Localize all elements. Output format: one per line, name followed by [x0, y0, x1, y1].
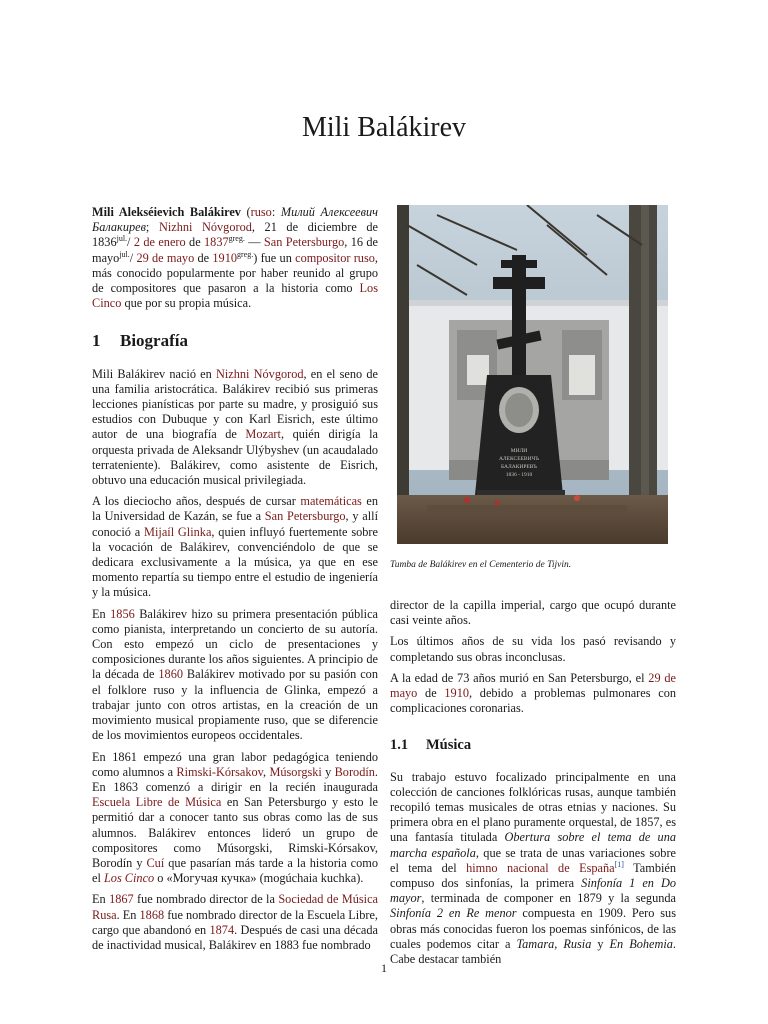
text: , — [554, 936, 564, 951]
text: , — [263, 764, 270, 779]
text: ; — [145, 220, 159, 235]
link-rimski[interactable]: Rimski-Kórsakov — [176, 764, 264, 779]
text: A los dieciocho años, después de cursar — [92, 494, 301, 509]
link-death-date[interactable]: 29 de mayo — [136, 250, 195, 265]
text: en la Universidad de Kazán, se fue a — [92, 494, 378, 524]
text: , debido a problemas pulmonares con complicaciones coronarias. — [390, 686, 676, 716]
text: de — [417, 686, 445, 701]
text: / — [129, 250, 137, 265]
bio-paragraph — [390, 671, 676, 717]
section-heading-musica — [390, 738, 676, 753]
link-mozart[interactable]: Mozart — [245, 427, 281, 442]
text: que pasarían más tarde a la historia como el — [92, 855, 378, 886]
inscription-line: 1836 - 1910 — [505, 472, 533, 478]
text: y — [591, 936, 610, 951]
jul-sup: jul. — [116, 234, 128, 244]
link-glinka[interactable]: Mijaíl Glinka — [144, 524, 212, 539]
link-1867[interactable]: 1867 — [109, 892, 134, 907]
text: , en el seno de una familia aristocrática. Balákirev recibió sus primeras lecciones pianísticas por parte su madre, y prosiguió sus estudios con Dubuque y con Karl Eisrich, este último autor de una biografía de — [92, 366, 378, 442]
text: Mili Balákirev nació en — [92, 366, 216, 381]
text: de — [185, 235, 205, 250]
figure-caption: Tumba de Balákirev en el Cementerio de Tijvin. — [390, 560, 572, 570]
link-1874[interactable]: 1874 — [209, 922, 235, 937]
link-ruso[interactable]: ruso — [250, 205, 272, 219]
page-title: Mili Balákirev — [301, 112, 467, 143]
text: . En 1863 comenzó a dirigir en la recién inaugurada — [92, 764, 378, 794]
page-number: 1 — [381, 961, 387, 975]
work-title: Tamara — [516, 936, 555, 951]
link-himno-nacional[interactable]: himno nacional de España — [466, 860, 615, 875]
link-29-de-mayo[interactable]: 29 de mayo — [390, 670, 676, 701]
text: en San Petersburgo y esto le permitió dar a conocer tanto sus obras como las de sus alumnos. Balákirev entonces lideró un grupo de compositores como Músorgski, Rimski-Kórsakov, Borodín y — [92, 795, 378, 870]
left-column — [92, 205, 378, 959]
text: A la edad de 73 años murió en San Petersburgo, el — [390, 670, 649, 685]
text: ( — [240, 205, 251, 219]
link-1860[interactable]: 1860 — [158, 667, 183, 682]
bio-paragraph — [92, 494, 378, 600]
work-title: Obertura sobre el tema de una marcha española — [390, 830, 677, 860]
text: de — [194, 250, 213, 265]
bio-paragraph — [92, 750, 378, 887]
link-borodin[interactable]: Borodín — [334, 764, 375, 779]
work-title: Sinfonía 1 en Do mayor — [390, 876, 676, 906]
greg-sup: greg. — [236, 249, 254, 259]
right-column — [390, 598, 676, 973]
text: , y allí conoció a — [92, 509, 378, 539]
inscription-line: АЛЕКСЕЕВИЧЪ — [498, 456, 540, 462]
work-title: Rusia — [563, 936, 592, 951]
section-number: 1.1 — [390, 737, 409, 754]
link-los-cinco[interactable]: Los Cinco — [92, 281, 378, 311]
link-1910[interactable]: 1910 — [444, 686, 469, 701]
link-los-cinco[interactable]: Los Cinco — [103, 871, 155, 886]
link-deathplace[interactable]: San Petersburgo — [263, 235, 345, 250]
intro-paragraph — [92, 205, 378, 311]
text: compuesta en 1909. Pero sus obras más conocidas fueron los poemas sinfónicos, de las cuales podemos citar a — [390, 906, 676, 951]
link-matematicas[interactable]: matemáticas — [300, 494, 362, 509]
text: — — [244, 235, 264, 250]
text: , 16 de mayo — [92, 235, 378, 265]
link-sociedad-musica-rusa[interactable]: Sociedad de Música Rusa — [92, 892, 379, 922]
text: ) fue un — [253, 250, 296, 265]
reference-link[interactable]: [1] — [614, 859, 624, 869]
text: que por su propia música. — [121, 296, 252, 311]
text: y — [321, 764, 335, 779]
section-title: Biografía — [120, 331, 188, 351]
section-number: 1 — [92, 331, 101, 351]
tomb-photo-illustration — [397, 205, 668, 544]
bio-paragraph — [92, 607, 378, 744]
text: Balákirev motivado por su pasión con el folklore ruso y la influencia de Glinka, empezó a trabajar junto con otros artistas, en la creación de un movimiento musical propiamente ruso, que se diferencie de los movimientos europeos occidentales. — [92, 667, 378, 743]
text: . En — [116, 907, 140, 922]
link-birth-year[interactable]: 1837 — [204, 235, 229, 250]
inscription-line: БАЛАКИРЕВЪ — [500, 464, 538, 470]
text: . Después de casi una década de inactividad musical, Balákirev en 1883 fue nombrado — [92, 922, 378, 952]
link-birthplace[interactable]: Nizhni Nóvgorod — [158, 220, 252, 235]
text: fue nombrado director de la Escuela Libre, cargo que abandonó en — [92, 907, 378, 937]
musica-paragraph — [390, 770, 676, 968]
text: . Cabe destacar también — [390, 936, 676, 967]
text: , 21 de diciembre de 1836 — [92, 220, 378, 250]
text: , quien influyó fuertemente sobre la vocación de Balákirev, convenciéndolo de que se dedicara exclusivamente a la música, ya que en ese momento repartía su tiempo entre el estudio de ingeniería y la música. — [92, 524, 378, 600]
work-title: En Bohemia — [609, 936, 673, 951]
text: En — [92, 606, 111, 621]
link-death-year[interactable]: 1910 — [212, 250, 237, 265]
link-compositor-ruso[interactable]: compositor ruso — [295, 250, 375, 265]
text: o «Могучая кучка» (mogúchaia kuchka). — [154, 871, 364, 886]
bio-paragraph — [92, 367, 378, 489]
link-birth-date[interactable]: 2 de enero — [133, 235, 186, 250]
link-1868[interactable]: 1868 — [139, 907, 165, 922]
text: / — [127, 235, 134, 250]
inscription-line: МИЛИ — [510, 448, 528, 454]
link-san-petersburgo[interactable]: San Petersburgo — [264, 509, 346, 524]
section-title: Música — [426, 737, 472, 754]
text: En 1861 empezó una gran labor pedagógica teniendo como alumnos a — [92, 749, 378, 779]
link-nizhni[interactable]: Nizhni Nóvgorod — [215, 366, 304, 381]
section-heading-biografia — [92, 331, 378, 351]
subject-name: Mili Alekséievich Balákirev — [92, 205, 241, 219]
text: , terminada de componer en 1879 y la segunda — [421, 891, 676, 906]
bio-paragraph: Los últimos años de su vida los pasó revisando y completando sus obras inconclusas. — [390, 634, 676, 664]
russian-name: Милий Алексеевич Балакирев — [92, 205, 378, 235]
bio-paragraph — [92, 892, 378, 953]
text: Balákirev hizo su primera presentación pública como pianista, interpretando un concierto de su autoría. Con esto empezó un ciclo de presentaciones y composiciones durante los años siguientes. A principio de la década de — [92, 606, 379, 682]
link-1856[interactable]: 1856 — [110, 606, 135, 621]
text: También compuso dos sinfonías, la primera — [390, 860, 676, 891]
link-cui[interactable]: Cuí — [146, 855, 165, 870]
text: En — [92, 892, 110, 907]
text: , que se trata de unas variaciones sobre el tema del — [390, 845, 676, 875]
text: , más conocido popularmente por haber reunido al grupo de compositores que pasaron a la historia como — [92, 250, 378, 296]
jul-sup: jul. — [119, 249, 130, 259]
link-musorgski[interactable]: Músorgski — [269, 764, 322, 779]
text: fue nombrado director de la — [133, 892, 279, 907]
text: Su trabajo estuvo focalizado principalmente en una colección de canciones folklóricas rusas, aunque también recopiló temas musicales de otras etnias y naciones. Su primera obra en el plano puramente orquestal, de 1857, es una fantasía titulada — [390, 769, 676, 845]
tomb-photo — [397, 205, 668, 544]
text: , quién dirigía la orquesta privada de Aleksandr Ulýbyshev (un acaudalado terrateniente). Balákirev, como asistente de Eisrich, obtuvo una educación musical privilegiada. — [92, 427, 378, 488]
work-title: Sinfonía 2 en Re menor — [390, 906, 517, 921]
text: : — [271, 205, 281, 219]
greg-sup: greg. — [228, 234, 245, 244]
bio-paragraph: director de la capilla imperial, cargo que ocupó durante casi veinte años. — [390, 598, 676, 628]
link-escuela-libre[interactable]: Escuela Libre de Música — [92, 795, 222, 810]
